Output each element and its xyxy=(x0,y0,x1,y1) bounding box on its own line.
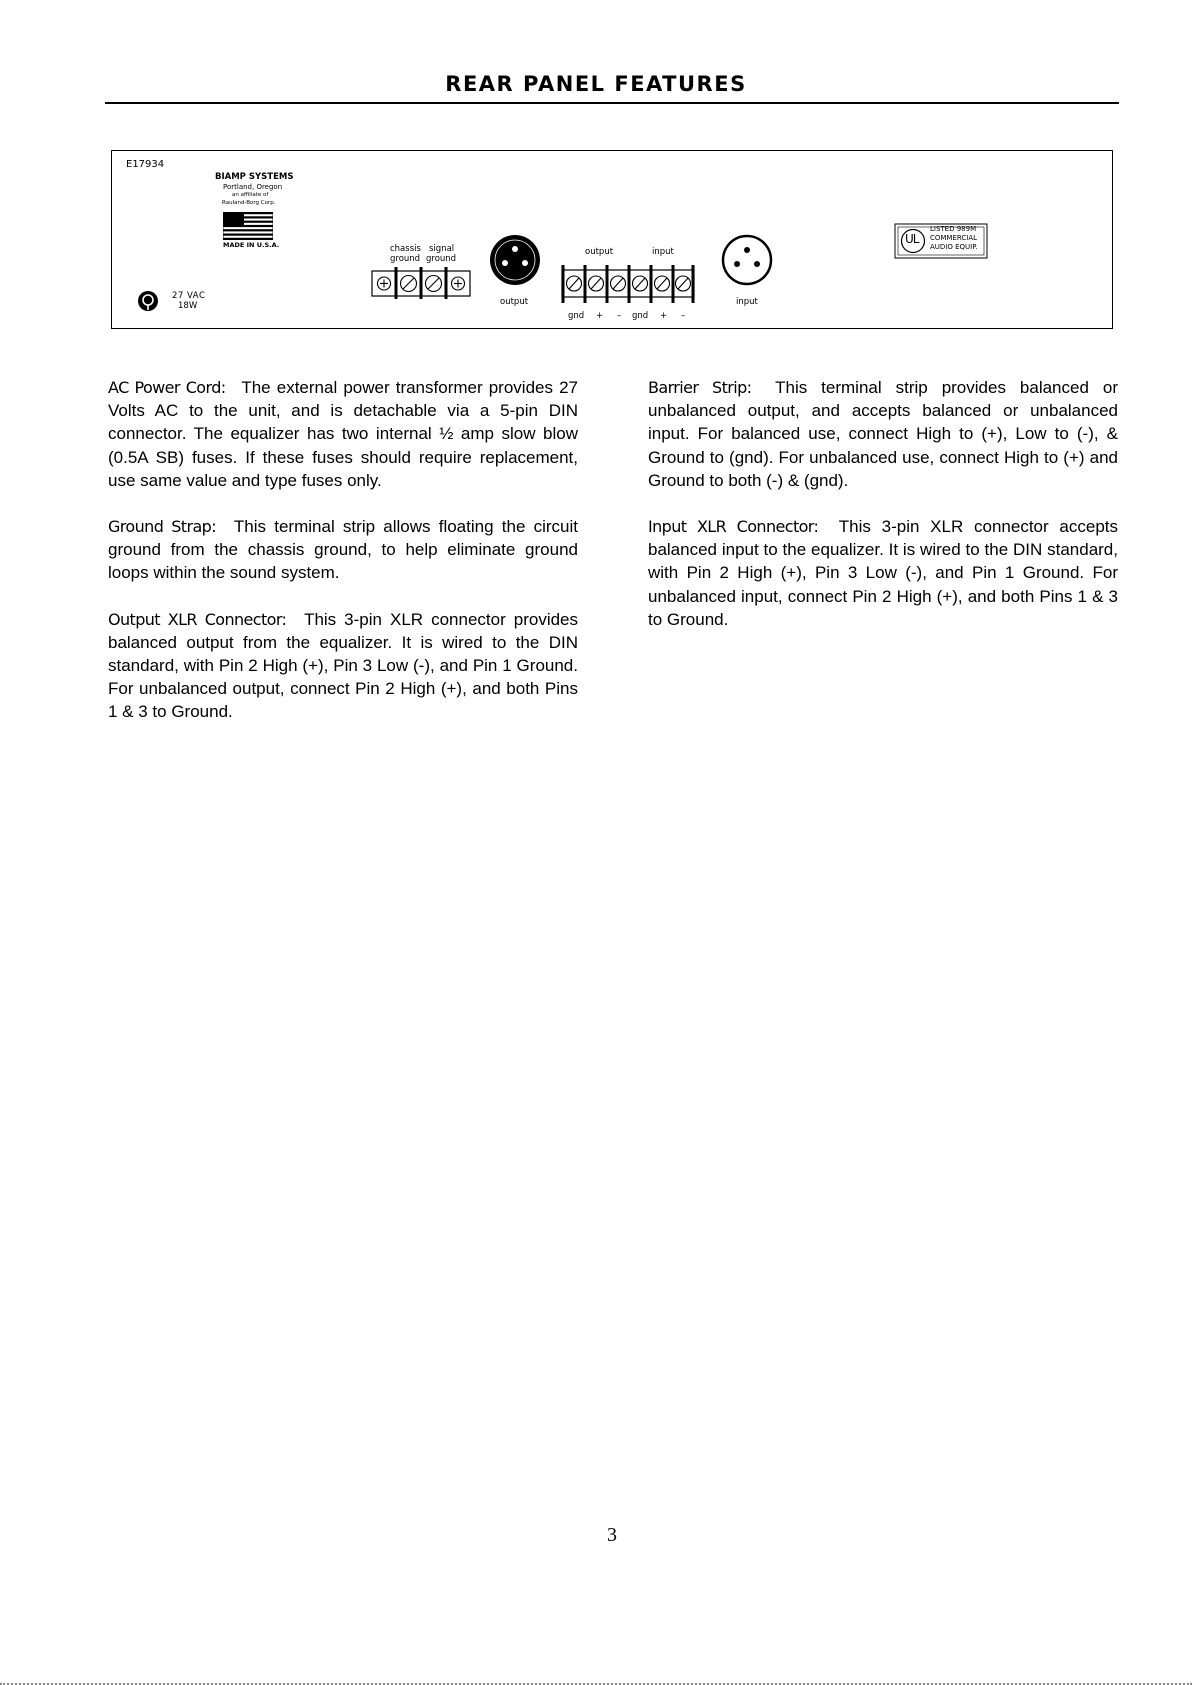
page-number: 3 xyxy=(607,1524,617,1546)
output-xlr-section xyxy=(108,608,578,724)
pin-label-minus-1: – xyxy=(617,311,622,321)
brand-affiliate-line1: an affiliate of xyxy=(232,192,269,198)
ul-listing-line-2: COMMERCIAL xyxy=(930,234,978,242)
power-voltage-label: 27 VAC xyxy=(172,291,206,301)
barrier-input-label: input xyxy=(652,247,674,257)
brand-affiliate-line2: Rauland-Borg Corp. xyxy=(222,200,276,206)
ul-mark: UL xyxy=(905,232,919,246)
pin-label-gnd-1: gnd xyxy=(568,311,585,321)
input-xlr-text: This 3-pin XLR connector accepts balanced input to the equalizer. It is wired to the DIN standard, with Pin 2 High (+), Pin 3 Low (-), and Pin 1 Ground. For unbalanced input, connect Pin 2 High (+), and both Pins 1 & 3 to Ground. xyxy=(648,517,1118,629)
barrier-strip-term: Barrier Strip: xyxy=(648,378,752,397)
chassis-ground-label-2: ground xyxy=(390,254,421,264)
pin-label-gnd-2: gnd xyxy=(632,311,649,321)
signal-ground-label-2: ground xyxy=(426,254,457,264)
pin-label-plus-2: + xyxy=(660,311,668,321)
power-watts-label: 18W xyxy=(178,301,198,311)
output-xlr-text: This 3-pin XLR connector provides balanced output from the equalizer. It is wired to the DIN standard, with Pin 2 High (+), Pin 3 Low (-), and Pin 1 Ground. For unbalanced output, connect Pin 2 High (+), and both Pins 1 & 3 to Ground. xyxy=(108,609,578,722)
page-title: REAR PANEL FEATURES xyxy=(445,72,747,96)
serial-number: E17934 xyxy=(126,159,165,170)
pin-label-plus-1: + xyxy=(596,311,604,321)
barrier-strip-text: This terminal strip provides balanced or unbalanced output, and accepts balanced or unbalanced input. For balanced use, connect High to (+), Low to (-), & Ground to (gnd). For unbalanced use, connect High to (+) and Ground to both (-) & (gnd). xyxy=(648,378,1118,490)
right-column xyxy=(648,376,1118,654)
input-xlr-term: Input XLR Connector: xyxy=(648,517,819,537)
barrier-strip-icon xyxy=(560,264,696,304)
ac-power-cord-term: AC Power Cord: xyxy=(108,378,226,397)
ac-power-cord-text: The external power transformer provides 27 Volts AC to the unit, and is detachable via a 5-pin DIN connector. The equalizer has two internal ½ amp slow blow (0.5A SB) fuses. If these fuses should require replacement, use same value and type fuses only. xyxy=(108,378,578,490)
input-xlr-section xyxy=(648,515,1118,631)
ul-listing-line-3: AUDIO EQUIP. xyxy=(930,243,978,251)
rear-panel-diagram xyxy=(111,150,1113,329)
ground-strap-text: This terminal strip allows floating the circuit ground from the chassis ground, to help eliminate ground loops within the sound system. xyxy=(108,517,579,583)
ul-listing-line-1: LISTED 989M xyxy=(930,225,977,233)
made-in-label: MADE IN U.S.A. xyxy=(223,241,280,249)
output-xlr-icon xyxy=(488,233,542,287)
us-flag-icon xyxy=(223,212,273,240)
brand-name: BIAMP SYSTEMS xyxy=(215,172,294,182)
signal-ground-label-1: signal xyxy=(429,244,455,254)
left-column xyxy=(108,376,578,747)
ground-strap-term: Ground Strap: xyxy=(108,517,216,537)
power-jack-icon xyxy=(137,290,159,312)
barrier-strip-section xyxy=(648,376,1118,492)
input-xlr-label: input xyxy=(736,297,758,307)
barrier-output-label: output xyxy=(585,247,614,257)
ac-power-cord-section xyxy=(108,376,578,492)
brand-location: Portland, Oregon xyxy=(223,183,283,191)
input-xlr-icon xyxy=(720,233,774,287)
title-rule xyxy=(105,102,1119,104)
output-xlr-label: output xyxy=(500,297,529,307)
ground-strap-terminal-icon xyxy=(370,266,472,300)
output-xlr-term: Output XLR Connector: xyxy=(108,609,287,629)
ground-strap-section xyxy=(108,515,578,585)
chassis-ground-label-1: chassis xyxy=(390,244,421,254)
pin-label-minus-2: – xyxy=(681,311,686,321)
